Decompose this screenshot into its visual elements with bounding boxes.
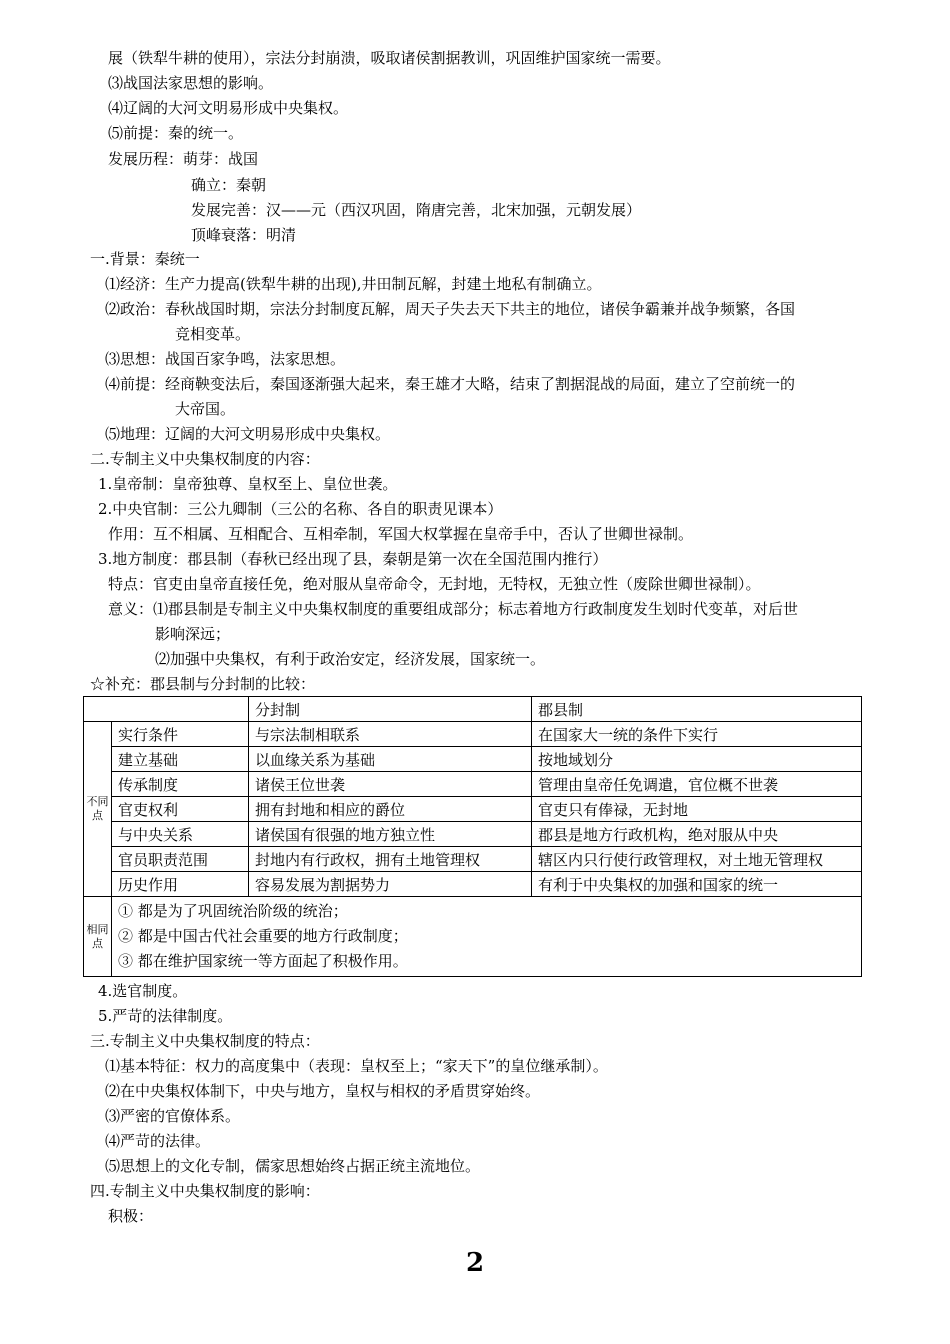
table-cell: 郡县是地方行政机构，绝对服从中央 <box>532 822 862 847</box>
section-item: 4.选官制度。 <box>98 982 188 1000</box>
differences-label: 不同点 <box>84 722 112 897</box>
section-item: ⑸地理：辽阔的大河文明易形成中央集权。 <box>105 425 391 443</box>
section-item: ⑵政治：春秋战国时期，宗法分封制度瓦解，周天子失去天下共主的地位，诸侯争霸兼并战争频繁，各国 <box>105 300 796 318</box>
similarity-item: ③ 都在维护国家统一等方面起了积极作用。 <box>118 952 408 970</box>
section-heading: 二.专制主义中央集权制度的内容： <box>90 450 320 468</box>
section-item: ⑵在中央集权体制下，中央与地方，皇权与相权的矛盾贯穿始终。 <box>105 1082 541 1100</box>
intro-line: ⑶战国法家思想的影响。 <box>108 74 274 92</box>
section-item: ⑴经济：生产力提高(铁犁牛耕的出现),井田制瓦解，封建土地私有制确立。 <box>105 275 602 293</box>
section-item: 影响深远； <box>155 625 231 643</box>
section-item: ⑷前提：经商鞅变法后，秦国逐渐强大起来，秦王雄才大略，结束了割据混战的局面，建立了空前统一的 <box>105 375 796 393</box>
comparison-table <box>83 696 862 977</box>
intro-line: 展（铁犁牛耕的使用），宗法分封崩溃，吸取诸侯割据教训，巩固维护国家统一需要。 <box>108 49 671 67</box>
section-heading: 三.专制主义中央集权制度的特点： <box>90 1032 320 1050</box>
section-item: 竞相变革。 <box>175 325 251 343</box>
section-item: ⑴基本特征：权力的高度集中（表现：皇权至上；“家天下”的皇位继承制）。 <box>105 1057 608 1075</box>
table-cell: 官员职责范围 <box>112 847 249 872</box>
table-cell: 以血缘关系为基础 <box>249 747 532 772</box>
table-cell: 容易发展为割据势力 <box>249 872 532 897</box>
table-cell: 与中央关系 <box>112 822 249 847</box>
table-cell: 建立基础 <box>112 747 249 772</box>
table-row <box>84 747 862 772</box>
table-cell: 与宗法制相联系 <box>249 722 532 747</box>
section-item: ⑶严密的官僚体系。 <box>105 1107 241 1125</box>
intro-line: ⑷辽阔的大河文明易形成中央集权。 <box>108 99 349 117</box>
table-row <box>84 772 862 797</box>
table-header-cell <box>84 697 249 722</box>
table-cell: 诸侯国有很强的地方独立性 <box>249 822 532 847</box>
similarity-item: ① 都是为了巩固统治阶级的统治； <box>118 902 348 920</box>
section-item: 2.中央官制：三公九卿制（三公的名称、各自的职责见课本） <box>98 500 503 518</box>
section-heading: 一.背景：秦统一 <box>90 250 200 268</box>
table-cell: 封地内有行政权，拥有土地管理权 <box>249 847 532 872</box>
section-item: 积极： <box>108 1207 154 1225</box>
intro-line: 发展历程：萌芽：战国 <box>108 150 259 168</box>
table-cell: 传承制度 <box>112 772 249 797</box>
section-item: 5.严苛的法律制度。 <box>98 1007 233 1025</box>
similarity-item: ② 都是中国古代社会重要的地方行政制度； <box>118 927 408 945</box>
section-item: ⑸思想上的文化专制，儒家思想始终占据正统主流地位。 <box>105 1157 481 1175</box>
table-row <box>84 872 862 897</box>
similarities-cell <box>112 897 862 977</box>
table-header-row <box>84 697 862 722</box>
section-item: ⑷严苛的法律。 <box>105 1132 211 1150</box>
section-item: ⑶思想：战国百家争鸣，法家思想。 <box>105 350 346 368</box>
table-row <box>84 847 862 872</box>
intro-line: 顶峰衰落：明清 <box>191 226 297 244</box>
table-header-cell: 分封制 <box>249 697 532 722</box>
table-cell: 按地域划分 <box>532 747 862 772</box>
table-row <box>84 797 862 822</box>
intro-line: 发展完善：汉——元（西汉巩固，隋唐完善，北宋加强，元朝发展） <box>191 201 642 219</box>
similarities-label: 相同点 <box>84 897 112 977</box>
page-number: 2 <box>465 1248 485 1278</box>
supplement-heading: ☆补充：郡县制与分封制的比较： <box>90 675 316 693</box>
section-item: 特点：官吏由皇帝直接任免，绝对服从皇帝命令，无封地，无特权，无独立性（废除世卿世禄制）。 <box>108 575 761 593</box>
table-cell: 官吏只有俸禄，无封地 <box>532 797 862 822</box>
table-header-cell: 郡县制 <box>532 697 862 722</box>
table-cell: 官吏权利 <box>112 797 249 822</box>
table-row <box>84 722 862 747</box>
section-item: 作用：互不相属、互相配合、互相牵制，军国大权掌握在皇帝手中，否认了世卿世禄制。 <box>108 525 694 543</box>
section-item: 大帝国。 <box>175 400 236 418</box>
section-item: 3.地方制度：郡县制（春秋已经出现了县，秦朝是第一次在全国范围内推行） <box>98 550 608 568</box>
section-item: 意义：⑴郡县制是专制主义中央集权制度的重要组成部分；标志着地方行政制度发生划时代变革，对后世 <box>108 600 799 618</box>
section-item: ⑵加强中央集权，有利于政治安定，经济发展，国家统一。 <box>155 650 546 668</box>
section-heading: 四.专制主义中央集权制度的影响： <box>90 1182 320 1200</box>
table-cell: 有利于中央集权的加强和国家的统一 <box>532 872 862 897</box>
table-cell: 管理由皇帝任免调遣，官位概不世袭 <box>532 772 862 797</box>
intro-line: ⑸前提：秦的统一。 <box>108 124 244 142</box>
section-item: 1.皇帝制：皇帝独尊、皇权至上、皇位世袭。 <box>98 475 398 493</box>
table-row <box>84 822 862 847</box>
table-cell: 实行条件 <box>112 722 249 747</box>
table-cell: 在国家大一统的条件下实行 <box>532 722 862 747</box>
table-cell: 拥有封地和相应的爵位 <box>249 797 532 822</box>
similarities-row <box>84 897 862 977</box>
table-cell: 辖区内只行使行政管理权，对土地无管理权 <box>532 847 862 872</box>
intro-line: 确立：秦朝 <box>191 176 267 194</box>
table-cell: 历史作用 <box>112 872 249 897</box>
table-cell: 诸侯王位世袭 <box>249 772 532 797</box>
